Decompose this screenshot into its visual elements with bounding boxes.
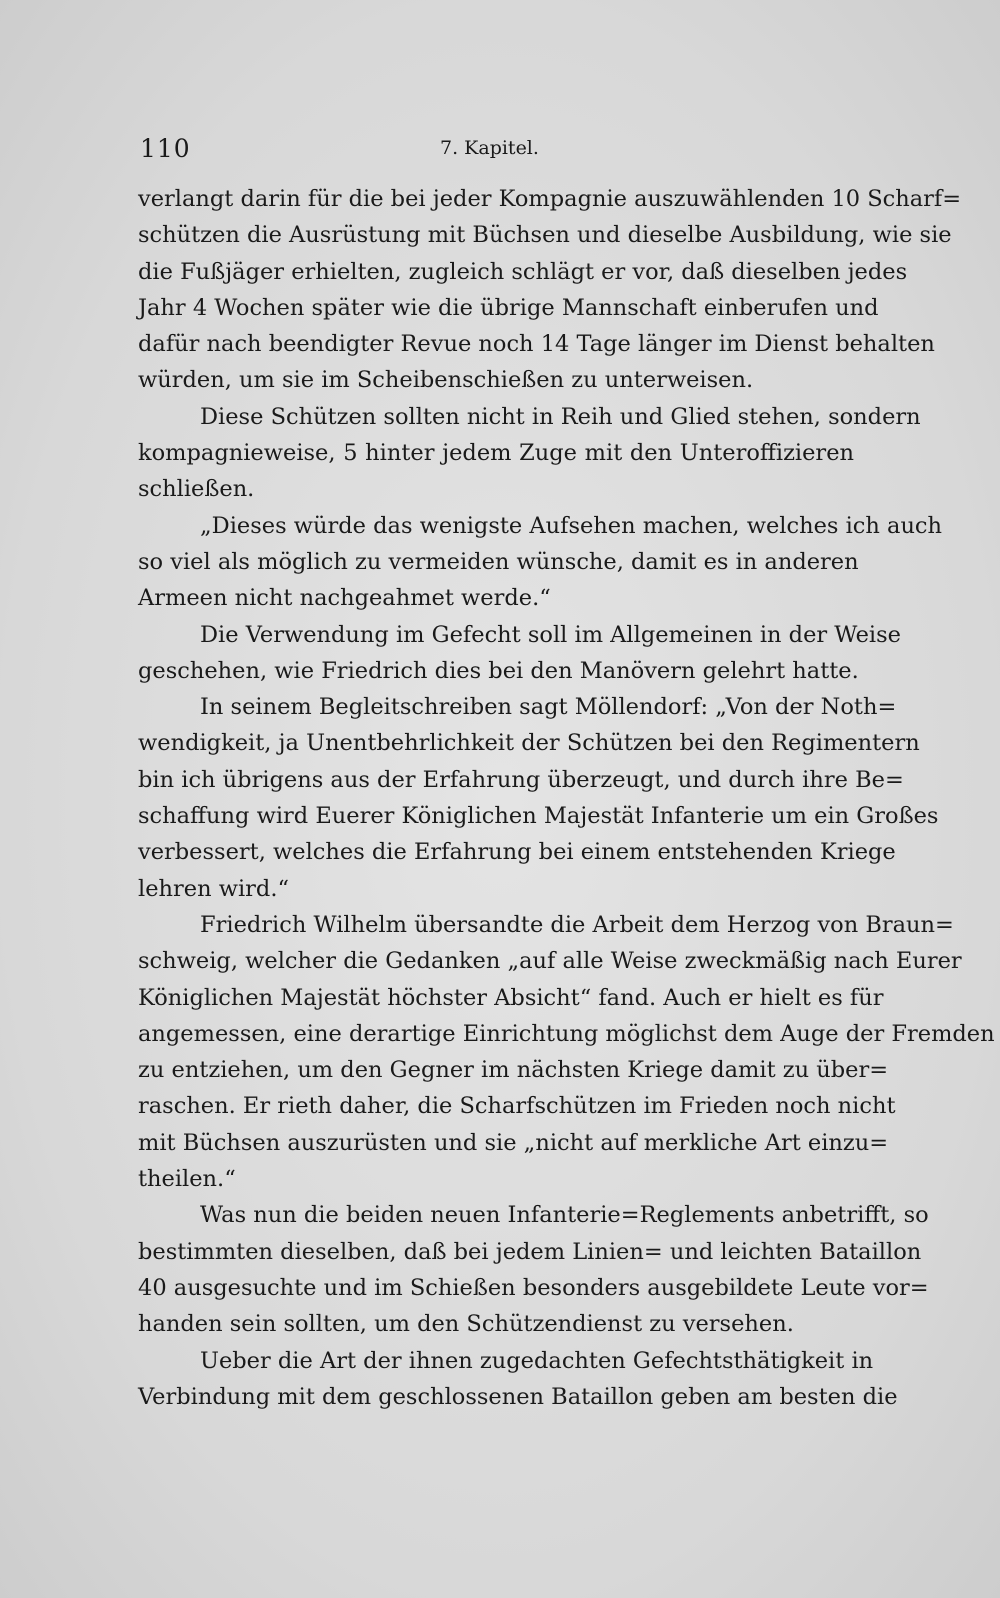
- text-line: die Fußjäger erhielten, zugleich schlägt er vor, daß dieselben jedes: [138, 258, 908, 285]
- text-line: Verbindung mit dem geschlossenen Bataillon geben am besten die: [138, 1383, 898, 1410]
- paragraph: [138, 181, 962, 399]
- text-line: Armeen nicht nachgeahmet werde.“: [138, 585, 551, 612]
- paragraph: [138, 689, 939, 907]
- text-line: verbessert, welches die Erfahrung bei einem entstehenden Kriege: [138, 839, 896, 866]
- text-line: würden, um sie im Scheibenschießen zu unterweisen.: [138, 367, 754, 394]
- text-line: schließen.: [138, 476, 255, 503]
- body-text: [138, 181, 995, 1415]
- text-line: Friedrich Wilhelm übersandte die Arbeit dem Herzog von Braun=: [200, 911, 954, 938]
- text-line: theilen.“: [138, 1166, 236, 1193]
- text-line: kompagnieweise, 5 hinter jedem Zuge mit den Unteroffizieren: [138, 440, 854, 467]
- text-line: Diese Schützen sollten nicht in Reih und Glied stehen, sondern: [200, 403, 921, 430]
- text-line: bestimmten dieselben, daß bei jedem Linien= und leichten Bataillon: [138, 1238, 922, 1265]
- paragraph: [138, 399, 921, 508]
- text-line: In seinem Begleitschreiben sagt Möllendorf: „Von der Noth=: [200, 694, 897, 721]
- text-line: schweig, welcher die Gedanken „auf alle Weise zweckmäßig nach Eurer: [138, 948, 962, 975]
- text-line: mit Büchsen auszurüsten und sie „nicht auf merkliche Art einzu=: [138, 1129, 889, 1156]
- text-line: Königlichen Majestät höchster Absicht“ fand. Auch er hielt es für: [138, 984, 884, 1011]
- text-line: raschen. Er rieth daher, die Scharfschützen im Frieden noch nicht: [138, 1093, 896, 1120]
- paragraph: [138, 1343, 898, 1416]
- text-line: schaffung wird Euerer Königlichen Majestät Infanterie um ein Großes: [138, 803, 939, 830]
- text-line: lehren wird.“: [138, 875, 289, 902]
- text-line: „Dieses würde das wenigste Aufsehen machen, welches ich auch: [200, 512, 943, 539]
- text-line: Ueber die Art der ihnen zugedachten Gefechtsthätigkeit in: [200, 1347, 874, 1374]
- text-line: Was nun die beiden neuen Infanterie=Reglements anbetrifft, so: [200, 1202, 929, 1229]
- text-line: Die Verwendung im Gefecht soll im Allgemeinen in der Weise: [200, 621, 901, 648]
- paragraph: [138, 907, 995, 1197]
- text-line: verlangt darin für die bei jeder Kompagnie auszuwählenden 10 Scharf=: [138, 186, 962, 212]
- text-line: wendigkeit, ja Unentbehrlichkeit der Schützen bei den Regimentern: [138, 730, 920, 757]
- paragraph: [138, 1197, 929, 1342]
- text-line: angemessen, eine derartige Einrichtung möglichst dem Auge der Fremden: [138, 1020, 995, 1047]
- text-line: geschehen, wie Friedrich dies bei den Manövern gelehrt hatte.: [138, 657, 859, 684]
- paragraph: [138, 617, 901, 690]
- text-line: 40 ausgesuchte und im Schießen besonders ausgebildete Leute vor=: [138, 1274, 929, 1301]
- text-line: handen sein sollten, um den Schützendienst zu versehen.: [138, 1311, 794, 1338]
- running-head: 7. Kapitel.: [440, 137, 539, 159]
- paragraph: [138, 508, 943, 617]
- text-line: Jahr 4 Wochen später wie die übrige Mannschaft einberufen und: [138, 294, 879, 321]
- page-header: [140, 128, 852, 168]
- text-line: so viel als möglich zu vermeiden wünsche, damit es in anderen: [138, 548, 859, 575]
- text-line: zu entziehen, um den Gegner im nächsten Kriege damit zu über=: [138, 1057, 889, 1084]
- page-number: 110: [140, 133, 191, 163]
- text-line: schützen die Ausrüstung mit Büchsen und dieselbe Ausbildung, wie sie: [138, 222, 952, 249]
- text-line: bin ich übrigens aus der Erfahrung überzeugt, und durch ihre Be=: [138, 766, 904, 793]
- text-line: dafür nach beendigter Revue noch 14 Tage länger im Dienst behalten: [138, 331, 935, 358]
